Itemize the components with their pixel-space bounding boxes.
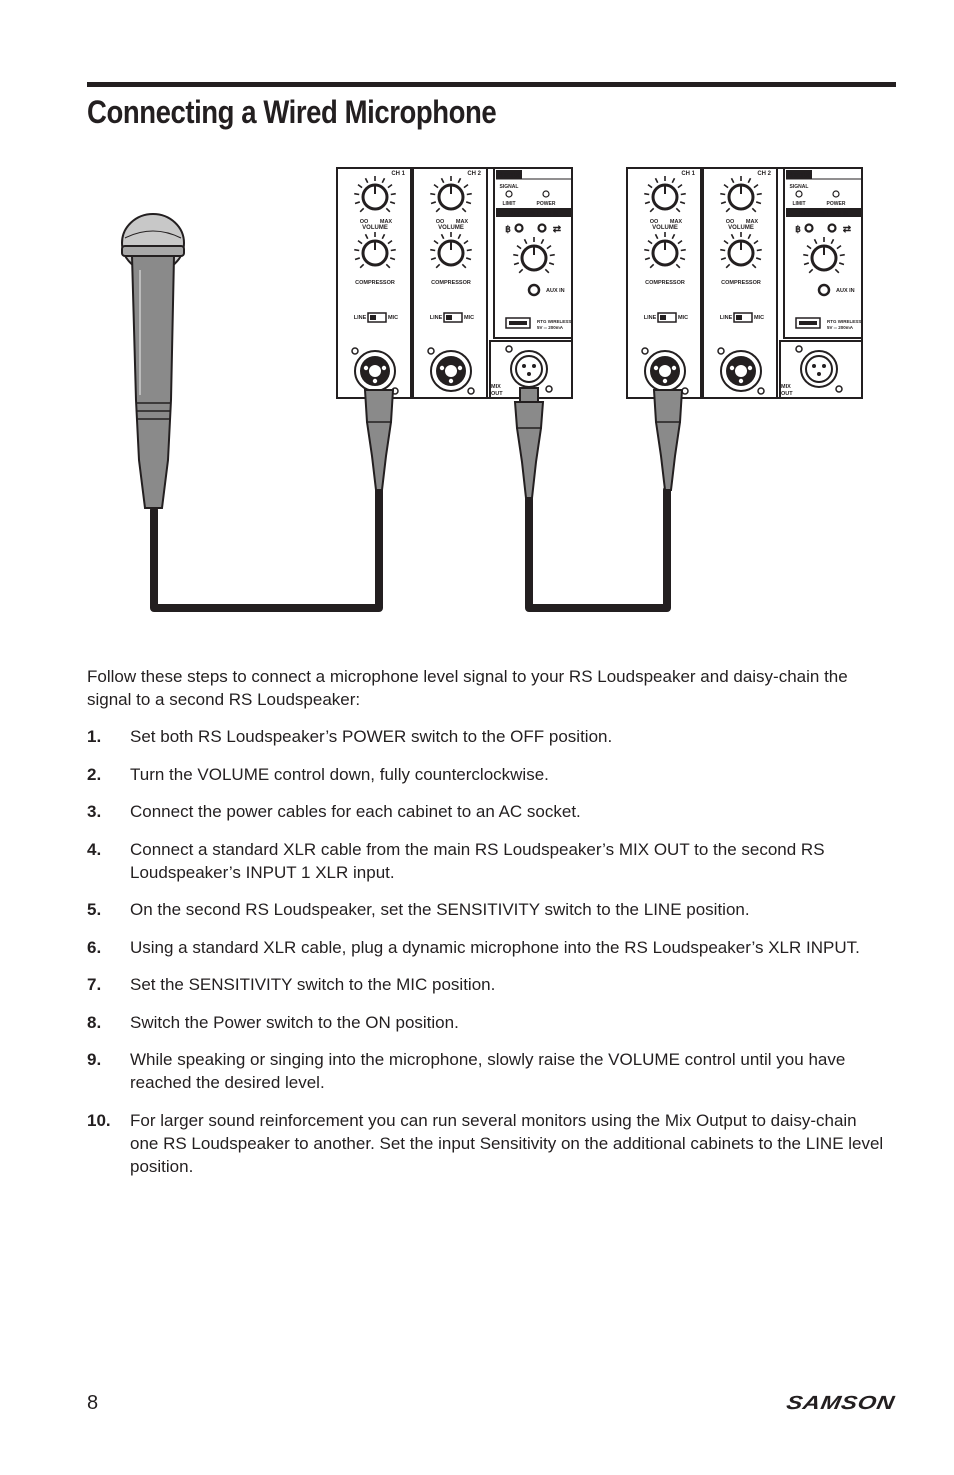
out-label: OUT <box>491 391 503 397</box>
step-text: Set the SENSITIVITY switch to the MIC position. <box>130 975 496 994</box>
line-label: LINE <box>429 315 443 321</box>
step-number: 1. <box>87 727 102 746</box>
step-item <box>87 725 887 748</box>
wireless-label: RTG WIRELESS <box>537 319 572 324</box>
step-item <box>87 973 887 996</box>
out-label: OUT <box>781 391 793 397</box>
step-number: 9. <box>87 1050 102 1069</box>
mix-label: MIX <box>781 384 791 390</box>
line-label: LINE <box>719 315 733 321</box>
microphone-icon <box>122 214 184 508</box>
volume-label: VOLUME <box>652 225 678 231</box>
xlr-connector-mix-out <box>515 388 543 498</box>
brand-logo: SAMSON <box>784 1393 896 1414</box>
speaker-panel-1 <box>337 168 572 398</box>
step-item <box>87 936 887 959</box>
step-item <box>87 1011 887 1034</box>
step-item <box>87 898 887 921</box>
limit-label: LIMIT <box>502 201 516 207</box>
step-number: 7. <box>87 975 102 994</box>
step-item <box>87 763 887 786</box>
limit-label: LIMIT <box>792 201 806 207</box>
step-number: 6. <box>87 937 102 957</box>
pair-arrows-icon: ⇄ <box>552 224 562 235</box>
pair-button-icon <box>539 225 546 232</box>
step-item <box>87 1048 887 1094</box>
mic-cable <box>154 490 379 608</box>
knob-min-label: OO <box>725 219 735 225</box>
signal-led-icon <box>796 191 802 197</box>
speaker-panel-2 <box>627 168 862 398</box>
page-number: 8 <box>87 1392 99 1414</box>
pair-button-icon <box>829 225 836 232</box>
wireless-power-label: 5V ═ 200mA <box>827 325 853 330</box>
step-number: 4. <box>87 839 102 859</box>
mix-label: MIX <box>491 384 501 390</box>
step-text: While speaking or singing into the microphone, slowly raise the VOLUME control until you have reached the desired level. <box>130 1050 846 1092</box>
compressor-label: COMPRESSOR <box>721 280 761 286</box>
step-item <box>87 1109 887 1178</box>
step-text: Using a standard XLR cable, plug a dynamic microphone into the RS Loudspeaker’s XLR INPUT. <box>130 937 860 957</box>
intro-paragraph: Follow these steps to connect a microphone level signal to your RS Loudspeaker and daisy-chain the signal to a second RS Loudspeaker: <box>87 667 848 709</box>
step-text: Connect the power cables for each cabinet to an AC socket. <box>130 802 581 821</box>
step-number: 8. <box>87 1012 102 1032</box>
knob-min-label: OO <box>435 219 445 225</box>
step-number: 2. <box>87 764 102 784</box>
channel-label: CH 1 <box>681 171 695 177</box>
knob-min-label: OO <box>359 219 369 225</box>
mic-label: MIC <box>677 315 689 321</box>
mic-label: MIC <box>387 315 399 321</box>
status-label: STATUS <box>499 173 523 179</box>
steps-list <box>87 725 887 1192</box>
top-rule <box>87 82 896 87</box>
bluetooth-icon: ฿ <box>505 224 511 234</box>
volume-label: VOLUME <box>362 225 388 231</box>
mic-label: MIC <box>753 315 765 321</box>
connection-diagram <box>0 160 954 640</box>
aux-in-label: AUX IN <box>546 288 565 294</box>
power-label: POWER <box>826 201 846 207</box>
signal-label: SIGNAL <box>499 184 519 190</box>
signal-led-icon <box>506 191 512 197</box>
step-item <box>87 838 887 884</box>
step-text: Switch the Power switch to the ON position. <box>130 1012 459 1032</box>
wireless-label: RTG WIRELESS <box>827 319 862 324</box>
step-text: On the second RS Loudspeaker, set the SENSITIVITY switch to the LINE position. <box>130 900 750 919</box>
aux-in-label: AUX IN <box>836 288 855 294</box>
mix-out-cable <box>529 490 667 608</box>
page-title: Connecting a Wired Microphone <box>87 94 497 130</box>
aux-in-jack-icon <box>819 285 829 295</box>
step-text: For larger sound reinforcement you can run several monitors using the Mix Output to daisy-chain one RS Loudspeaker to another. Set the input Sensitivity on the additional cabinets to the LINE level position. <box>130 1110 884 1176</box>
pair-arrows-icon: ⇄ <box>842 224 852 235</box>
knob-max-label: MAX <box>745 219 759 225</box>
step-item <box>87 800 887 823</box>
channel-label: CH 2 <box>467 171 481 177</box>
volume-label: VOLUME <box>728 225 754 231</box>
bluetooth-aux-label: Bluetooth / AUX IN <box>509 211 559 217</box>
step-number: 3. <box>87 802 102 821</box>
wireless-power-label: 5V ═ 200mA <box>537 325 563 330</box>
volume-label: VOLUME <box>438 225 464 231</box>
compressor-label: COMPRESSOR <box>431 280 471 286</box>
knob-max-label: MAX <box>669 219 683 225</box>
mic-label: MIC <box>463 315 475 321</box>
compressor-label: COMPRESSOR <box>355 280 395 286</box>
step-text: Connect a standard XLR cable from the main RS Loudspeaker’s MIX OUT to the second RS Loudspeaker’s INPUT 1 XLR input. <box>130 839 825 882</box>
knob-min-label: OO <box>649 219 659 225</box>
compressor-label: COMPRESSOR <box>645 280 685 286</box>
channel-label: CH 2 <box>757 171 771 177</box>
step-text: Turn the VOLUME control down, fully counterclockwise. <box>130 764 549 784</box>
bluetooth-led-icon <box>516 225 523 232</box>
knob-max-label: MAX <box>455 219 469 225</box>
power-label: POWER <box>536 201 556 207</box>
xlr-connector-mic <box>365 390 393 490</box>
knob-max-label: MAX <box>379 219 393 225</box>
step-number: 10. <box>87 1110 111 1130</box>
status-label: STATUS <box>789 173 813 179</box>
power-led-icon <box>833 191 839 197</box>
step-number: 5. <box>87 900 102 919</box>
signal-label: SIGNAL <box>789 184 809 190</box>
line-label: LINE <box>643 315 657 321</box>
bluetooth-aux-label: Bluetooth / AUX IN <box>799 211 849 217</box>
step-text: Set both RS Loudspeaker’s POWER switch to the OFF position. <box>130 727 613 746</box>
power-led-icon <box>543 191 549 197</box>
xlr-connector-second-input <box>654 390 682 490</box>
channel-label: CH 1 <box>391 171 405 177</box>
line-label: LINE <box>353 315 367 321</box>
bluetooth-icon: ฿ <box>795 224 801 234</box>
bluetooth-led-icon <box>806 225 813 232</box>
aux-in-jack-icon <box>529 285 539 295</box>
